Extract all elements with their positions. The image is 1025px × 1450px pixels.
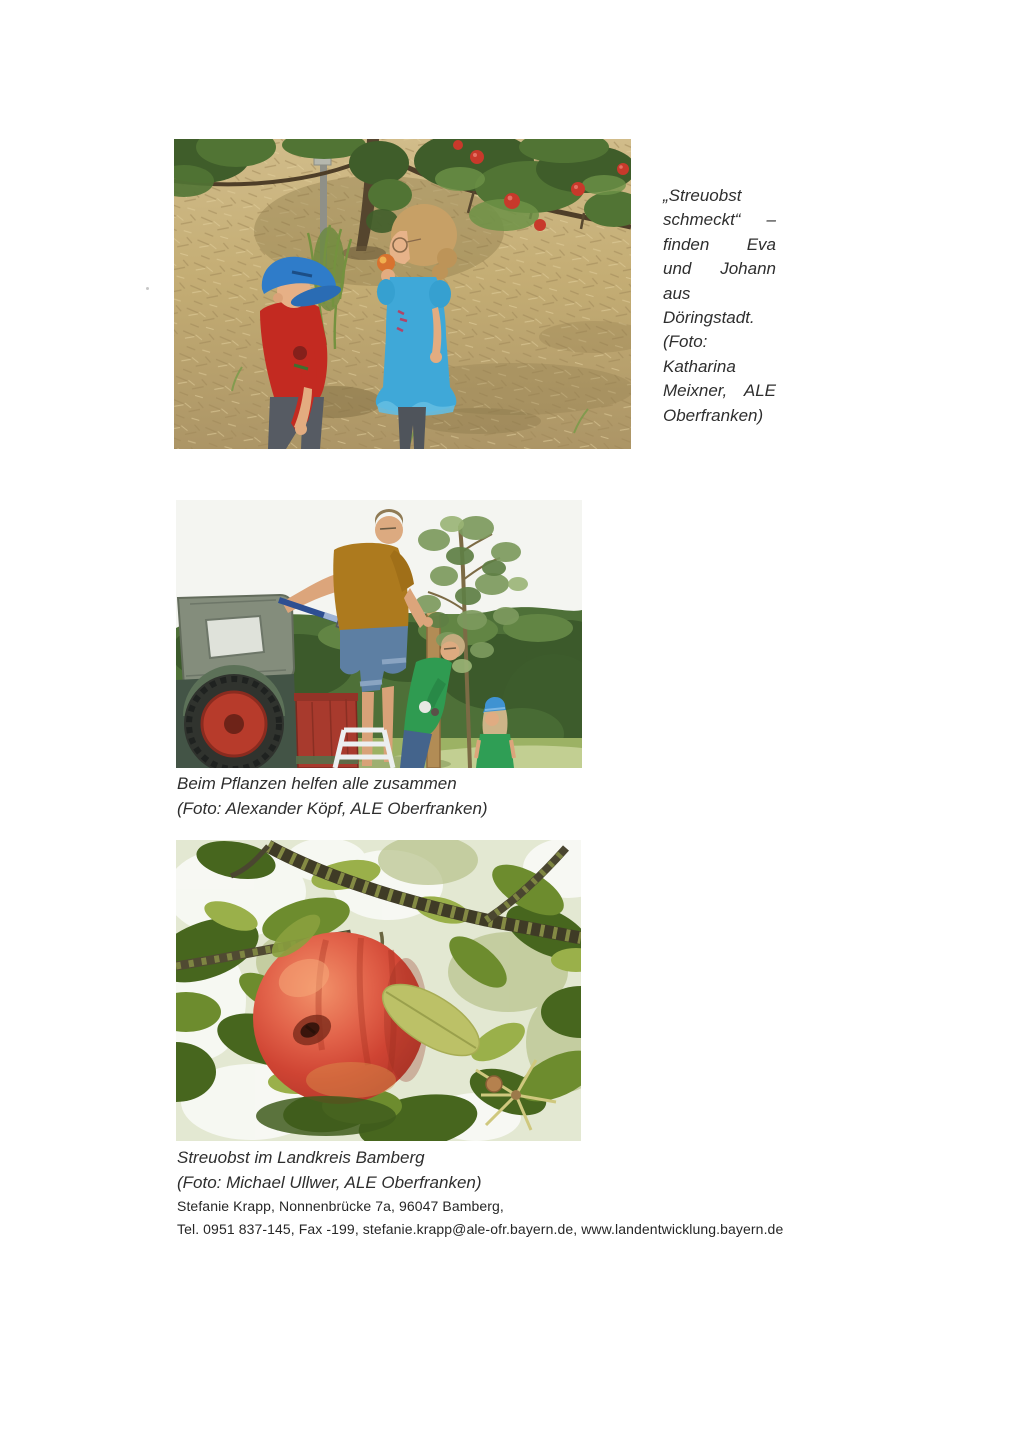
caption-line: „Streuobst (663, 186, 742, 205)
caption-line: Meixner, ALE (663, 381, 776, 401)
caption-line: Katharina (663, 356, 736, 376)
caption-line: Döringstadt. (663, 308, 755, 328)
photo3-illustration (176, 840, 581, 1141)
caption-line: Oberfranken) (663, 405, 764, 425)
contact-info (177, 1195, 783, 1241)
photo1-illustration (174, 139, 631, 449)
caption-line: aus (663, 283, 691, 303)
photo-tree-planting (176, 500, 582, 768)
photo2-caption (177, 771, 488, 821)
caption-line: schmeckt“ – (663, 210, 776, 230)
photo-children-eating-apples (174, 139, 631, 449)
photo1-caption (663, 184, 776, 428)
photo2-illustration (176, 500, 582, 768)
caption-line: finden Eva (663, 234, 776, 254)
contact-line-address: Stefanie Krapp, Nonnenbrücke 7a, 96047 Bamberg, (177, 1198, 504, 1214)
caption-line: Beim Pflanzen helfen alle zusammen (177, 774, 457, 793)
caption-line: und Johann (663, 259, 776, 279)
scan-speck (146, 287, 149, 290)
caption-line: (Foto: (663, 332, 708, 352)
contact-line-phone-web: Tel. 0951 837-145, Fax -199, stefanie.krapp@ale-ofr.bayern.de, www.landentwicklung.bayern.de (177, 1221, 784, 1237)
caption-line: (Foto: Alexander Köpf, ALE Oberfranken) (177, 799, 488, 818)
caption-line: (Foto: Michael Ullwer, ALE Oberfranken) (177, 1173, 482, 1192)
caption-line: Streuobst im Landkreis Bamberg (177, 1148, 425, 1167)
photo3-caption (177, 1145, 482, 1195)
photo-apple-closeup (176, 840, 581, 1141)
